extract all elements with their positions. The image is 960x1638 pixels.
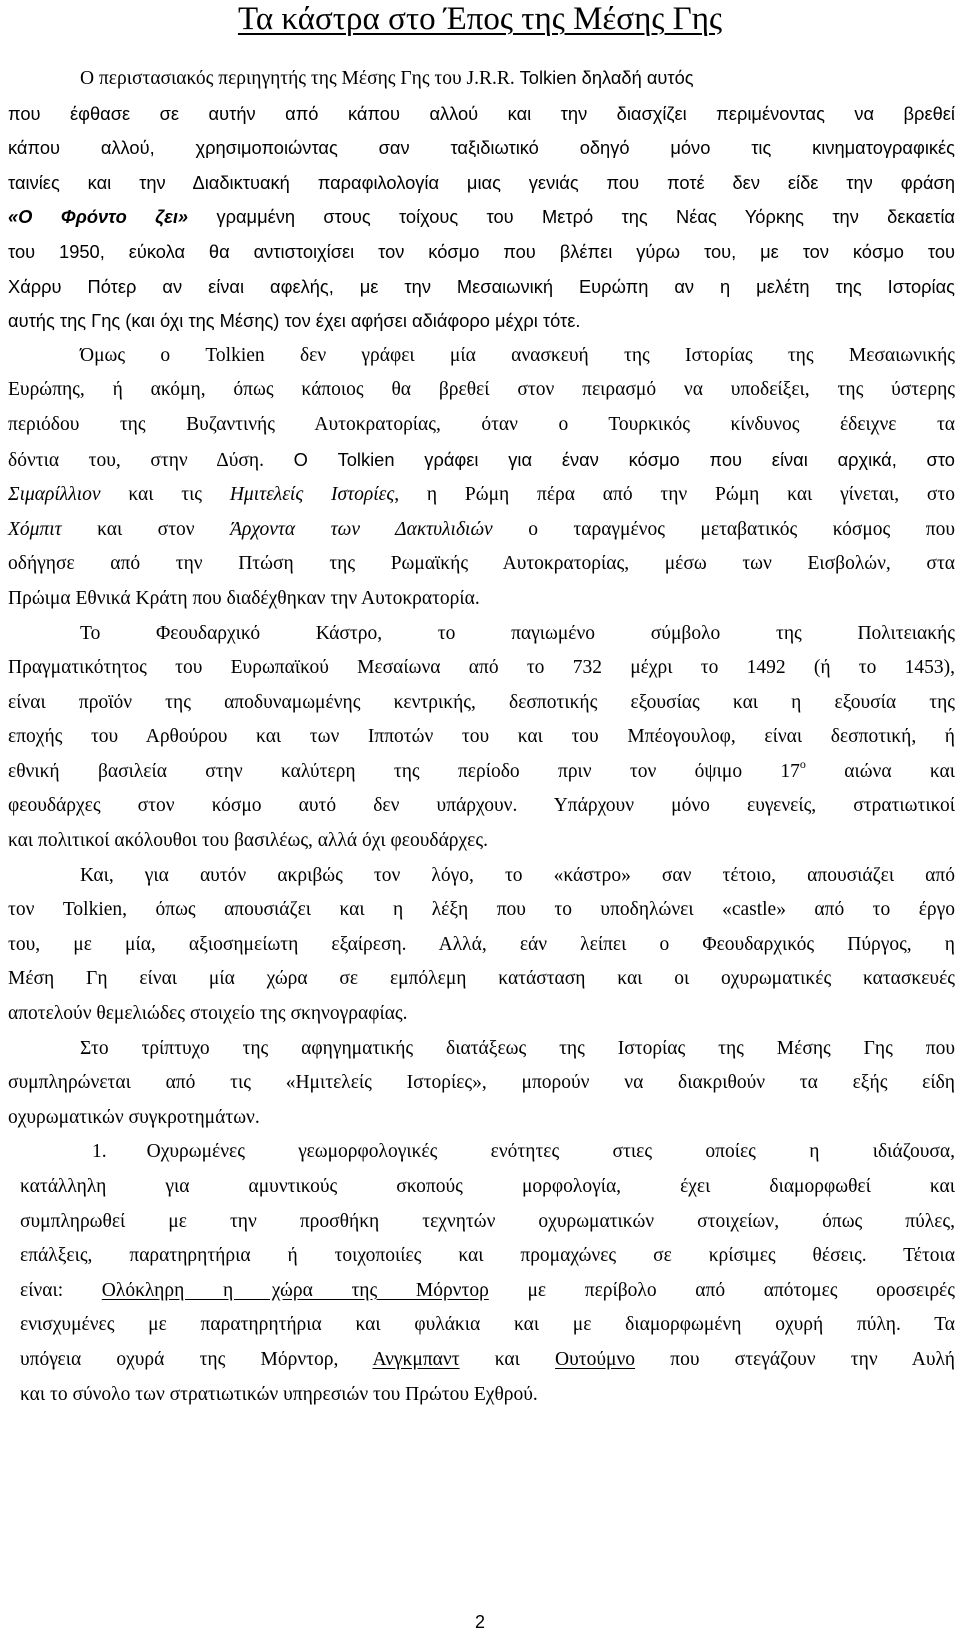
- text-line: «Ο Φρόντο ζει» γραμμένη στους τοίχους του Μετρό της Νέας Υόρκης την δεκαετία: [8, 206, 955, 228]
- text-line: Σιμαρίλλιον και τις Ημιτελείς Ιστορίες, η Ρώμη πέρα από την Ρώμη και γίνεται, στο: [8, 484, 955, 506]
- text-line: Πραγματικότητος του Ευρωπαϊκού Μεσαίωνα από το 732 μέχρι το 1492 (ή το 1453),: [8, 657, 955, 679]
- text-line: εποχής του Αρθούρου και των Ιπποτών του και του Μπέογουλοφ, είναι δεσποτική, ή: [8, 726, 955, 748]
- text-line: του 1950, εύκολα θα αντιστοιχίσει τον κόσμο που βλέπει γύρω του, με τον κόσμο του: [8, 240, 955, 262]
- superscript: ο: [799, 756, 806, 771]
- book-title: Ημιτελείς Ιστορίες: [229, 484, 395, 506]
- title-text: Τα κάστρα στο Έπος της Μέσης Γης: [237, 1, 723, 37]
- text-line: δόντια του, στην Δύση. Ο Tolkien γράφει για έναν κόσμο που είναι αρχικά, στο: [8, 448, 955, 471]
- text-line: Και, για αυτόν ακριβώς τον λόγο, το «κάστρο» σαν τέτοιο, απουσιάζει από: [80, 864, 955, 886]
- text-line: είναι προϊόν της αποδυναμωμένης κεντρικής, δεσποτικής εξουσίας και η εξουσία της: [8, 691, 955, 713]
- text-line: Μέση Γη είναι μία χώρα σε εμπόλεμη κατάσταση και οι οχυρωματικές κατασκευές: [8, 968, 955, 990]
- paragraph-feudal-castle: [8, 617, 955, 859]
- page-number: 2: [474, 1612, 485, 1632]
- text-line: αποτελούν θεμελιώδες στοιχείο της σκηνογραφίας.: [8, 1003, 408, 1025]
- text-line: Όμως ο Tolkien δεν γράφει μία ανασκευή της Ιστορίας της Μεσαιωνικής: [80, 344, 955, 366]
- text-line: Ευρώπης, ή ακόμη, όπως κάποιος θα βρεθεί στον πειρασμό να υποδείξει, της ύστερης: [8, 379, 955, 401]
- text-line: κατάλληλη για αμυντικούς σκοπούς μορφολογία, έχει διαμορφωθεί και: [20, 1176, 955, 1197]
- text-line: του, με μία, αξιοσημείωτη εξαίρεση. Αλλά, εάν λείπει ο Φεουδαρχικός Πύργος, η: [8, 933, 955, 955]
- text-line: Στο τρίπτυχο της αφηγηματικής διατάξεως της Ιστορίας της Μέσης Γης που: [80, 1037, 955, 1059]
- list-item: [8, 1135, 955, 1412]
- text-line: ταινίες και την Διαδικτυακή παραφιλολογία μιας γενιάς που ποτέ δεν είδε την φράση: [8, 171, 955, 193]
- list-number: 1.: [92, 1141, 107, 1163]
- text-line: Το Φεουδαρχικό Κάστρο, το παγιωμένο σύμβολο της Πολιτειακής: [80, 622, 955, 644]
- text-line: περιόδου της Βυζαντινής Αυτοκρατορίας, όταν ο Τουρκικός κίνδυνος έδειχνε τα: [8, 413, 955, 435]
- text-line: οχυρωματικών συγκροτημάτων.: [8, 1106, 260, 1128]
- paragraph-tolkien-world: [8, 339, 955, 617]
- link-mordor[interactable]: Ολόκληρη η χώρα της Μόρντορ: [101, 1279, 489, 1301]
- emphasis-quote: «Ο Φρόντο ζει»: [8, 206, 189, 228]
- text-line: φεουδάρχες στον κόσμο αυτό δεν υπάρχουν. Υπάρχουν μόνο ευγενείς, στρατιωτικοί: [8, 795, 955, 817]
- text-line: αυτής της Γης (και όχι της Μέσης) τον έχει αφήσει αδιάφορο μέχρι τότε.: [8, 310, 581, 332]
- text-line: Πρώιμα Εθνικά Κράτη που διαδέχθηκαν την Αυτοκρατορία.: [8, 587, 480, 609]
- paragraph-castle-absence: [8, 859, 955, 1032]
- document-body: [8, 61, 955, 1412]
- text-line: εθνική βασιλεία στην καλύτερη της περίοδο πριν τον όψιμο $17^o$ αιώνα και: [8, 756, 956, 782]
- text-line: συμπληρωθεί με την προσθήκη τεχνητών οχυρωματικών στοιχείων, όπως πύλες,: [20, 1210, 955, 1232]
- text-line: και το σύνολο των στρατιωτικών υπηρεσιών του Πρώτου Εχθρού.: [20, 1383, 538, 1405]
- text-line: και πολιτικοί ακόλουθοι του βασιλέως, αλλά όχι φεουδάρχες.: [8, 830, 488, 852]
- book-title: Άρχοντα των Δακτυλιδιών: [230, 518, 493, 540]
- text-line: 1. Οχυρωμένες γεωμορφολογικές ενότητες στιες οποίες η ιδιάζουσα,: [92, 1141, 955, 1163]
- text-line: Χόμπιτ και στον Άρχοντα των Δακτυλιδιών ο ταραγμένος μεταβατικός κόσμος που: [8, 518, 955, 540]
- text-line: που έφθασε σε αυτήν από κάπου αλλού και την διασχίζει περιμένοντας να βρεθεί: [8, 102, 955, 124]
- text-line: οδήγησε από την Πτώση της Ρωμαϊκής Αυτοκρατορίας, μέσω των Εισβολών, στα: [8, 553, 955, 575]
- text-line: επάλξεις, παρατηρητήρια ή τοιχοποιίες και προμαχώνες σε κρίσιμες θέσεις. Τέτοια: [20, 1245, 955, 1267]
- link-angband[interactable]: Ανγκμπαντ: [372, 1348, 460, 1370]
- book-title: Χόμπιτ: [8, 518, 62, 540]
- text-line: Ο περιστασιακός περιηγητής της Μέσης Γης του J.R.R. Tolkien δηλαδή αυτός: [80, 67, 694, 89]
- text-line: τον Tolkien, όπως απουσιάζει και η λέξη που το υποδηλώνει «castle» από το έργο: [8, 899, 955, 921]
- paragraph-intro: [8, 61, 955, 339]
- link-utumno[interactable]: Ουτούμνο: [555, 1348, 636, 1370]
- text-line: ενισχυμένες με παρατηρητήρια και φυλάκια και με διαμορφωμένη οχυρή πύλη. Τα: [20, 1314, 955, 1336]
- paragraph-triptych: [8, 1032, 955, 1136]
- text-line: συμπληρώνεται από τις «Ημιτελείς Ιστορίες», μπορούν να διακριθούν τα εξής είδη: [8, 1072, 955, 1094]
- page-title: [0, 0, 960, 38]
- text-line: υπόγεια οχυρά της Μόρντορ, Ανγκμπαντ και Ουτούμνο που στεγάζουν την Αυλή: [20, 1348, 955, 1370]
- text-line: Χάρρυ Πότερ αν είναι αφελής, με την Μεσαιωνική Ευρώπη αν η μελέτη της Ιστορίας: [8, 275, 955, 297]
- text-line: κάπου αλλού, χρησιμοποιώντας σαν ταξιδιωτικό οδηγό μόνο τις κινηματογραφικές: [8, 137, 955, 159]
- text-line: είναι: Ολόκληρη η χώρα της Μόρντορ με περίβολο από απότομες οροσειρές: [20, 1279, 955, 1301]
- book-title: Σιμαρίλλιον: [8, 484, 101, 506]
